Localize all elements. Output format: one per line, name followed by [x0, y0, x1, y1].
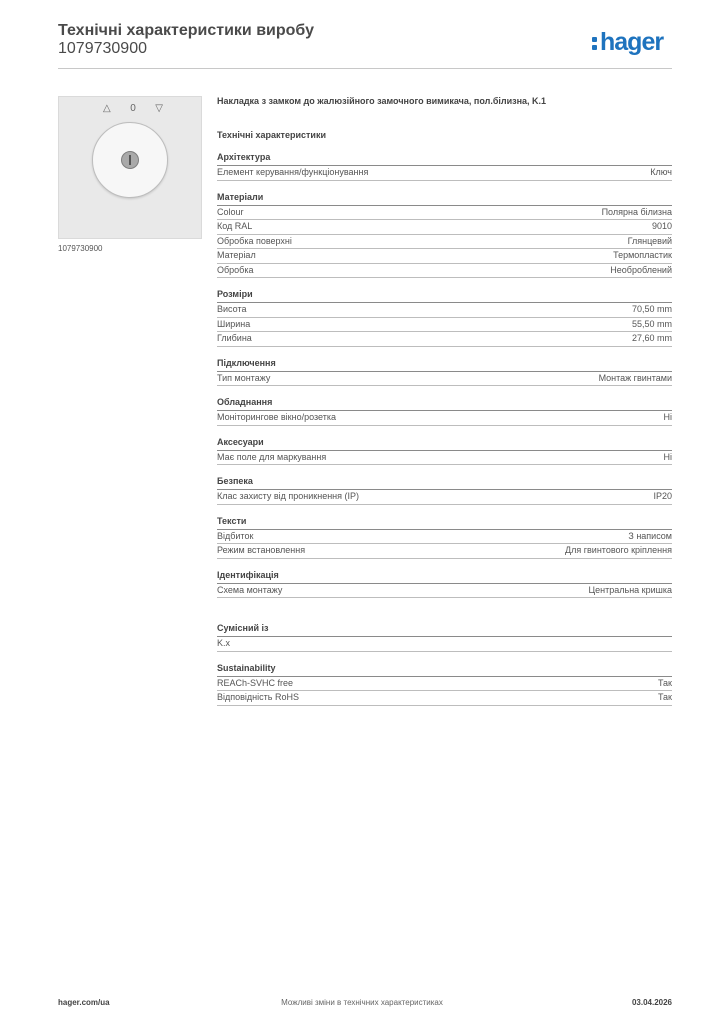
spec-row [217, 544, 672, 559]
spec-group [217, 569, 672, 599]
spec-label: K.x [217, 638, 231, 648]
spec-group [217, 396, 672, 426]
spec-value: Для гвинтового кріплення [565, 545, 672, 555]
footer-notice: Можливі зміни в технічних характеристиках [281, 998, 443, 1007]
spec-row [217, 372, 672, 387]
down-arrow-icon: ▽ [155, 103, 163, 114]
page-title: Технічні характеристики виробу [58, 22, 314, 39]
spec-label: Ширина [217, 318, 251, 329]
spec-groups [217, 151, 672, 706]
spec-group [217, 436, 672, 466]
spec-label: Colour [217, 206, 244, 217]
spec-row [217, 235, 672, 250]
image-caption: 1079730900 [58, 244, 103, 253]
product-image [58, 96, 202, 239]
spec-value: Термопластик [613, 250, 672, 260]
spec-group [217, 662, 672, 706]
spec-group-title: Розміри [217, 288, 672, 303]
product-code: 1079730900 [58, 40, 147, 57]
spec-row [217, 166, 672, 181]
spec-value: Ні [663, 451, 672, 462]
spec-row [217, 691, 672, 706]
spec-group-title: Підключення [217, 357, 672, 372]
spec-value: Центральна кришка [588, 584, 672, 595]
spec-group-title: Sustainability [217, 662, 672, 677]
spec-row [217, 530, 672, 545]
spec-group-title: Аксесуари [217, 436, 672, 451]
spec-group [217, 288, 672, 347]
spec-label: Відповідність RoHS [217, 692, 299, 702]
spec-row [217, 249, 672, 264]
spec-row [217, 451, 672, 466]
hager-logo [592, 28, 663, 56]
key-lock-icon [121, 151, 139, 169]
spec-row [217, 264, 672, 279]
spec-label: Моніторингове вікно/розетка [217, 412, 336, 422]
logo-text: hager [600, 28, 664, 56]
up-arrow-icon: △ [103, 103, 111, 114]
spec-label: Тип монтажу [217, 372, 271, 383]
cover-plate [92, 122, 168, 198]
spec-value: 55,50 mm [631, 318, 672, 329]
spec-group [217, 622, 672, 652]
spec-group-title: Архітектура [217, 151, 672, 166]
header-divider [58, 68, 672, 69]
spec-group-title: Обладнання [217, 396, 672, 411]
spec-group-title: Ідентифікація [217, 569, 672, 584]
spec-row [217, 677, 672, 692]
spec-label: Обробка поверхні [217, 235, 292, 246]
spec-row [217, 490, 672, 505]
spec-value: Необроблений [610, 264, 672, 275]
product-title: Накладка з замком до жалюзійного замочного вимикача, пол.білизна, K.1 [217, 96, 547, 106]
footer-date: 03.04.2026 [631, 998, 672, 1007]
spec-row [217, 206, 672, 221]
spec-value: 9010 [651, 221, 672, 231]
spec-value: 70,50 mm [631, 304, 672, 314]
spec-group [217, 151, 672, 181]
spec-label: Клас захисту від проникнення (IP) [217, 491, 360, 501]
spec-group [217, 515, 672, 559]
spec-label: Висота [217, 304, 247, 314]
spec-value: Глянцевий [627, 235, 672, 246]
spec-value: Ні [663, 412, 672, 422]
spec-value: 27,60 mm [631, 333, 672, 343]
spec-value: Так [657, 692, 672, 702]
spec-group-title: Матеріали [217, 191, 672, 206]
spec-group [217, 357, 672, 387]
spec-label: Код RAL [217, 221, 253, 231]
section-title: Технічні характеристики [217, 130, 326, 140]
spec-label: Відбиток [217, 530, 254, 541]
spec-row [217, 637, 672, 652]
spec-label: Елемент керування/функціонування [217, 167, 369, 177]
spec-group-title: Сумісний із [217, 622, 672, 637]
logo-dots-icon [592, 31, 598, 53]
spec-group [217, 475, 672, 505]
spec-value: З написом [628, 530, 672, 541]
footer-website[interactable]: hager.com/ua [58, 998, 110, 1007]
spec-label: Глибина [217, 333, 252, 343]
spec-content [217, 95, 672, 706]
spec-row [217, 332, 672, 347]
spec-row [217, 411, 672, 426]
spec-label: Режим встановлення [217, 545, 306, 555]
spec-group [217, 191, 672, 279]
spec-group-title: Тексти [217, 515, 672, 530]
zero-symbol: 0 [130, 103, 136, 114]
switch-symbols [103, 103, 163, 114]
spec-row [217, 220, 672, 235]
spec-row [217, 318, 672, 333]
spec-value: Монтаж гвинтами [598, 372, 672, 383]
spec-value: Ключ [650, 167, 672, 177]
spec-label: Матеріал [217, 250, 256, 260]
spec-row [217, 584, 672, 599]
spec-group-title: Безпека [217, 475, 672, 490]
spec-label: Схема монтажу [217, 584, 283, 595]
spec-label: REACh-SVHC free [217, 677, 294, 688]
spec-label: Має поле для маркування [217, 451, 327, 462]
spec-value: Полярна білизна [601, 206, 672, 217]
spec-label: Обробка [217, 264, 254, 275]
spec-value: IP20 [653, 491, 672, 501]
spec-row [217, 303, 672, 318]
spec-value: Так [657, 677, 672, 688]
